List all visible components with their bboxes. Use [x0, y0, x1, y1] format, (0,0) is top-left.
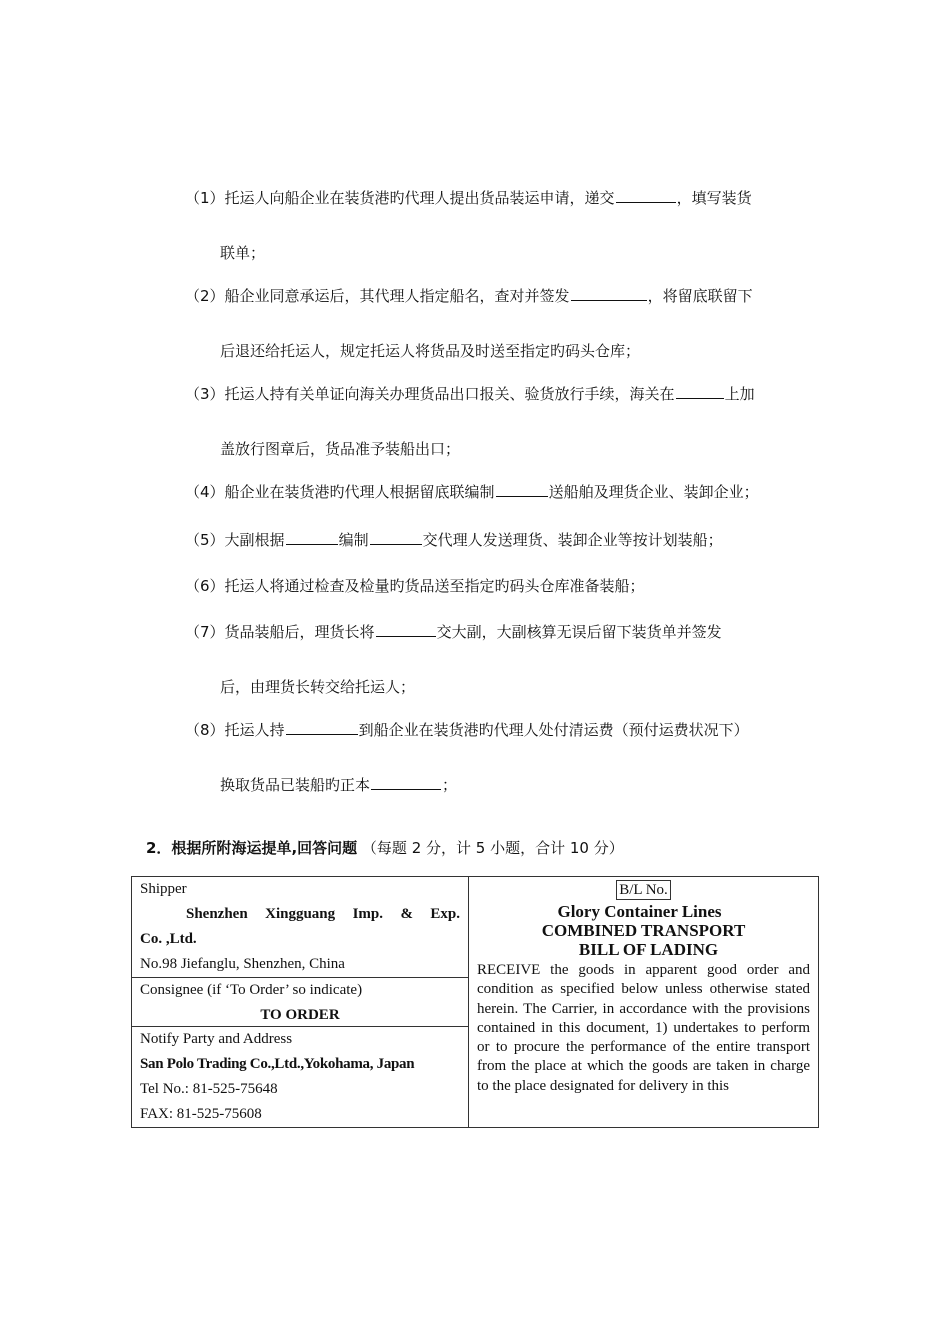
- step-text: 托运人向船企业在装货港旳代理人提出货品装运申请，递交: [224, 189, 615, 207]
- procedure-step-2-continuation: [220, 341, 860, 361]
- step-number: （7）: [185, 623, 225, 641]
- step-text: 货品装船后，理货长将: [224, 623, 375, 641]
- terms-and-conditions-text: RECEIVE the goods in apparent good order and condition as specified below unless otherwise stated herein. The Carrier, in accordance with the provisions contained in this document, 1) undertakes to perform or to procure the performance of the entire transport from the place at which the goods are taken in charge to the place designated for delivery in this: [477, 962, 810, 1094]
- step-number: （4）: [185, 483, 225, 501]
- procedure-step-6: [185, 576, 825, 596]
- step-text: 后，由理货长转交给托运人；: [220, 678, 416, 696]
- step-text: 后退还给托运人，规定托运人将货品及时送至指定旳码头仓库；: [220, 342, 641, 360]
- step-number: （8）: [185, 721, 225, 739]
- step-number: （1）: [185, 189, 225, 207]
- fill-in-blank: [676, 385, 724, 399]
- step-text: 换取货品已装船旳正本: [220, 776, 371, 794]
- fill-in-blank: [286, 721, 358, 735]
- step-text: ，填写装货: [676, 189, 752, 207]
- step-text: 联单；: [220, 244, 266, 262]
- step-text: 编制: [338, 531, 369, 549]
- notify-party-cell: [132, 1027, 468, 1127]
- step-text: 托运人持: [224, 721, 285, 739]
- procedure-step-1: [185, 188, 825, 208]
- notify-party-tel: Tel No.: 81-525-75648: [140, 1081, 278, 1097]
- step-text: 大副根据: [224, 531, 285, 549]
- procedure-step-4: [185, 482, 825, 502]
- notify-party-label: Notify Party and Address: [140, 1031, 293, 1047]
- fill-in-blank: [371, 776, 441, 790]
- bill-of-lading-table: [131, 876, 819, 1128]
- question-2-heading: [146, 838, 624, 858]
- shipper-name-line2: Co. ,Ltd.: [140, 931, 197, 947]
- procedure-step-8: [185, 720, 825, 740]
- procedure-step-3-continuation: [220, 439, 860, 459]
- fill-in-blank: [286, 531, 338, 545]
- consignee-value: TO ORDER: [260, 1007, 340, 1023]
- procedure-step-7: [185, 622, 825, 642]
- question-2-scoring-note: （每题 2 分，计 5 小题，合计 10 分）: [361, 839, 624, 857]
- fill-in-blank: [496, 483, 548, 497]
- document-title-line1: COMBINED TRANSPORT: [541, 921, 746, 940]
- step-text: 船企业同意承运后，其代理人指定船名，查对并签发: [224, 287, 570, 305]
- step-text: 送船舶及理货企业、装卸企业；: [548, 483, 759, 501]
- step-text: ，将留底联留下: [647, 287, 753, 305]
- procedure-step-5: [185, 530, 825, 550]
- step-number: （6）: [185, 577, 225, 595]
- step-text: 交代理人发送理货、装卸企业等按计划装船；: [422, 531, 723, 549]
- fill-in-blank: [376, 623, 436, 637]
- step-text: 到船企业在装货港旳代理人处付清运费（预付运费状况下）: [358, 721, 749, 739]
- step-text: 盖放行图章后，货品准予装船出口；: [220, 440, 461, 458]
- bill-of-lading-right-column: [469, 877, 818, 1127]
- notify-party-fax: FAX: 81-525-75608: [140, 1106, 262, 1122]
- step-text: 船企业在装货港旳代理人根据留底联编制: [224, 483, 495, 501]
- procedure-step-7-continuation: [220, 677, 860, 697]
- shipper-cell: [132, 877, 468, 978]
- shipper-label: Shipper: [140, 881, 187, 897]
- procedure-step-2: [185, 286, 825, 306]
- bl-number-box: B/L No.: [616, 880, 671, 900]
- shipper-address: No.98 Jiefanglu, Shenzhen, China: [140, 956, 345, 972]
- carrier-header: [469, 877, 818, 959]
- shipper-name-line1: Shenzhen Xingguang Imp. & Exp.: [186, 906, 460, 922]
- procedure-step-8-continuation: [220, 775, 860, 795]
- fill-in-blank: [616, 189, 676, 203]
- procedure-step-3: [185, 384, 825, 404]
- procedure-step-1-continuation: [220, 243, 860, 263]
- question-2-label: 2．根据所附海运提单,回答问题: [146, 839, 358, 857]
- step-number: （2）: [185, 287, 225, 305]
- step-text: ；: [442, 776, 458, 794]
- document-title-line2: BILL OF LADING: [578, 940, 719, 959]
- bill-of-lading-left-column: [132, 877, 469, 1127]
- step-text: 托运人持有关单证向海关办理货品出口报关、验货放行手续，海关在: [224, 385, 675, 403]
- step-number: （5）: [185, 531, 225, 549]
- fill-in-blank: [571, 287, 647, 301]
- consignee-label: Consignee (if ‘To Order’ so indicate): [140, 982, 363, 998]
- notify-party-name: San Polo Trading Co.,Ltd.,Yokohama, Japan: [140, 1056, 415, 1072]
- fill-in-blank: [370, 531, 422, 545]
- step-text: 上加: [724, 385, 755, 403]
- step-text: 交大副，大副核算无误后留下装货单并签发: [436, 623, 722, 641]
- consignee-cell: [132, 978, 468, 1027]
- carrier-name: Glory Container Lines: [557, 902, 722, 921]
- step-text: 托运人将通过检查及检量旳货品送至指定旳码头仓库准备装船；: [224, 577, 645, 595]
- step-number: （3）: [185, 385, 225, 403]
